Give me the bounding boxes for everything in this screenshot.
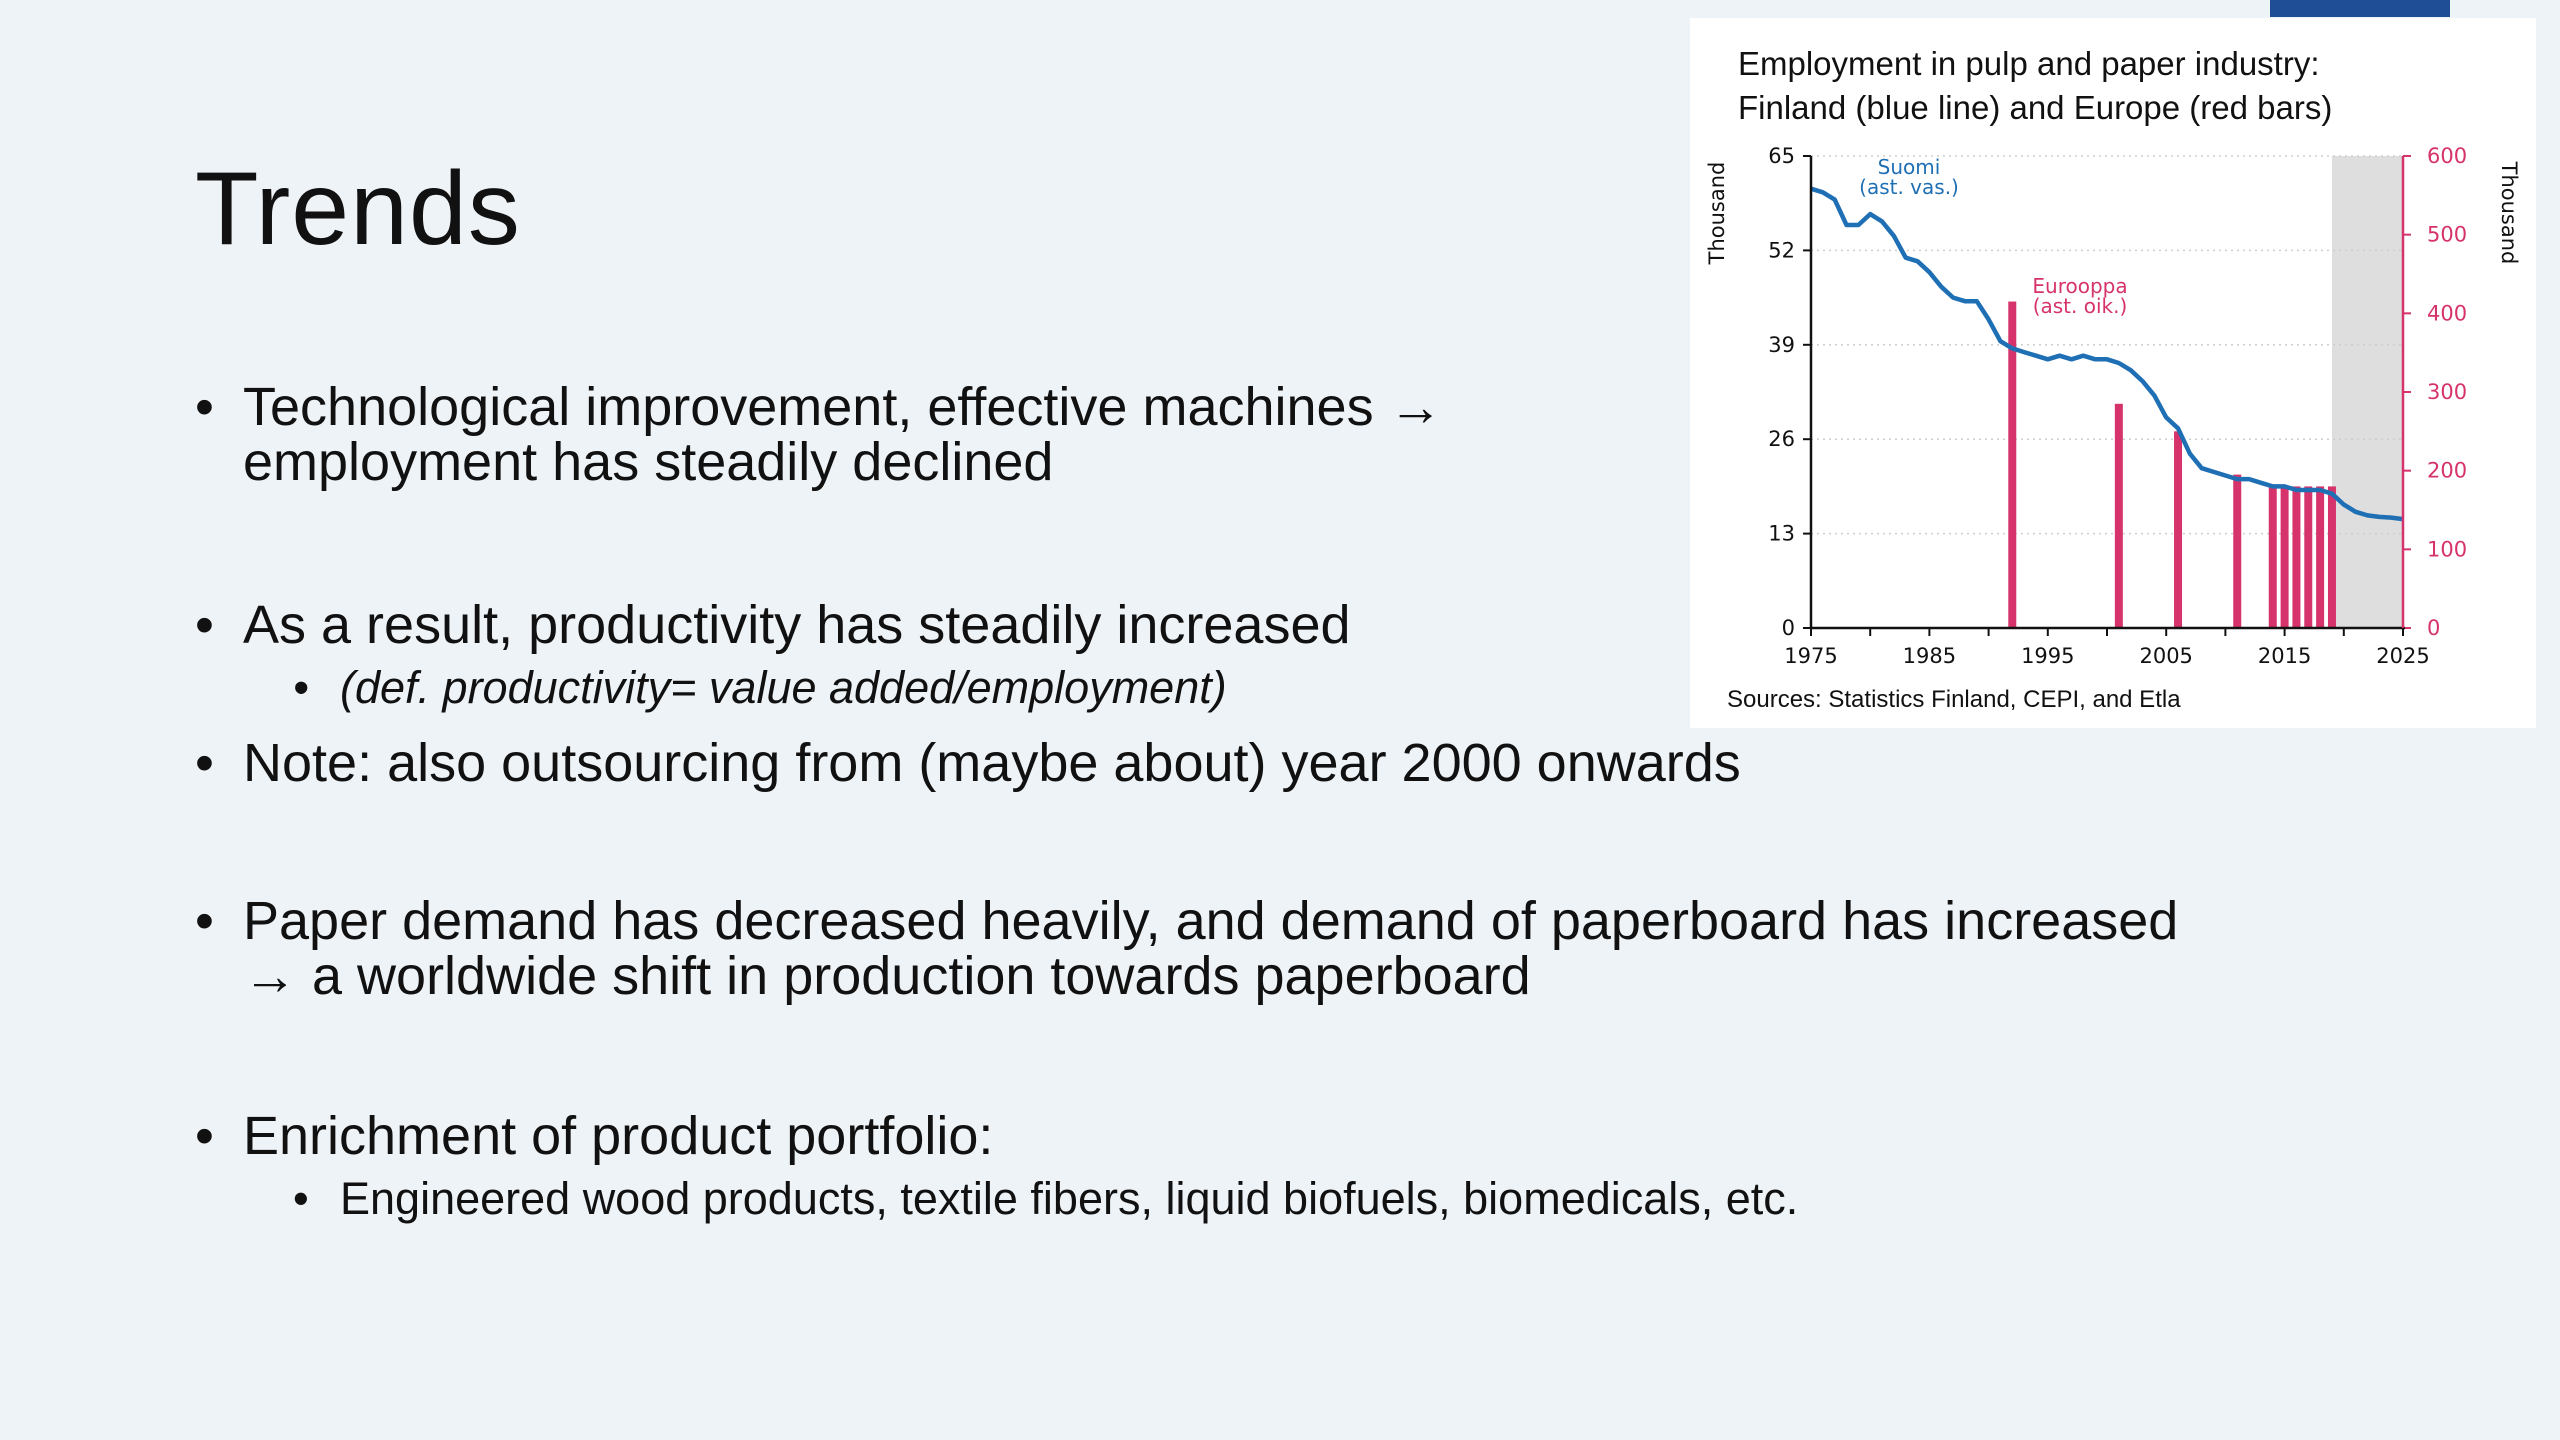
sub-bullet-portfolio-items: • Engineered wood products, textile fibers, liquid biofuels, biomedicals, etc.: [195, 1169, 2345, 1229]
finland-series-label: Suomi: [1877, 155, 1941, 179]
employment-chart: [1690, 18, 2536, 728]
finland-series-sublabel: (ast. vas.): [1859, 175, 1959, 199]
europe-bar-2015: [2281, 486, 2289, 628]
accent-bar: [2270, 0, 2450, 17]
y-left-tick-label-52: 52: [1768, 238, 1795, 263]
bullet-paper-demand: [195, 891, 2345, 1006]
bullet-outsourcing: • Note: also outsourcing from (maybe about) year 2000 onwards: [195, 736, 2345, 791]
y-right-tick-label-300: 300: [2427, 380, 2468, 404]
x-tick-label-2015: 2015: [2257, 644, 2312, 668]
chart-title-line2: Finland (blue line) and Europe (red bars): [1738, 89, 2333, 126]
europe-bar-2014: [2269, 486, 2277, 628]
y-left-tick-label-26: 26: [1768, 427, 1795, 452]
x-tick-label-2025: 2025: [2376, 644, 2430, 668]
y-right-axis-label: Thousand: [2497, 161, 2521, 265]
bullet-paper-demand-line1: • Paper demand has decreased heavily, and demand of paperboard has increased: [243, 891, 2179, 951]
europe-bar-2017: [2304, 486, 2312, 628]
europe-bar-2001: [2115, 404, 2123, 628]
forecast-shade: [2332, 156, 2403, 628]
europe-series-sublabel: (ast. oik.): [2032, 294, 2128, 318]
chart-title-line1: Employment in pulp and paper industry:: [1738, 45, 2320, 82]
y-left-tick-label-65: 65: [1768, 144, 1795, 168]
y-left-tick-label-0: 0: [1781, 616, 1795, 640]
bullet-technology-line2: employment has steadily declined: [243, 432, 1054, 492]
bullet-technology-line1: • Technological improvement, effective machines →: [243, 377, 1443, 437]
x-tick-label-1985: 1985: [1902, 644, 1957, 668]
europe-bar-2019: [2328, 486, 2336, 628]
y-right-tick-label-500: 500: [2427, 222, 2468, 247]
y-right-tick-label-0: 0: [2427, 616, 2441, 640]
bullet-paper-demand-line2: → a worldwide shift in production towards paperboard: [243, 946, 1531, 1006]
bullet-portfolio: • Enrichment of product portfolio:: [195, 1109, 2345, 1164]
y-left-axis-label: Thousand: [1705, 161, 1729, 265]
y-left-tick-label-13: 13: [1768, 521, 1795, 546]
europe-bar-2006: [2174, 431, 2182, 628]
finland-line: [1811, 189, 2403, 519]
y-right-tick-label-600: 600: [2427, 144, 2468, 168]
chart-source: Sources: Statistics Finland, CEPI, and Etla: [1727, 686, 2181, 713]
europe-series-label: Eurooppa: [2032, 274, 2128, 298]
y-right-tick-label-100: 100: [2427, 537, 2468, 562]
sub-bullet-productivity-def: • (def. productivity= value added/employment): [195, 658, 2345, 718]
y-right-tick-label-200: 200: [2427, 458, 2468, 483]
x-tick-label-1975: 1975: [1784, 644, 1838, 668]
europe-bar-2016: [2292, 486, 2300, 628]
slide-title: Trends: [195, 151, 521, 267]
europe-bar-2011: [2233, 475, 2241, 628]
x-tick-label-2005: 2005: [2139, 644, 2193, 668]
y-right-tick-label-400: 400: [2427, 301, 2468, 326]
bullet-productivity: • As a result, productivity has steadily increased: [195, 598, 2345, 653]
europe-bar-2018: [2316, 486, 2324, 628]
x-tick-label-1995: 1995: [2021, 644, 2075, 668]
y-left-tick-label-39: 39: [1768, 332, 1795, 357]
employment-chart-panel: [1690, 18, 2536, 728]
